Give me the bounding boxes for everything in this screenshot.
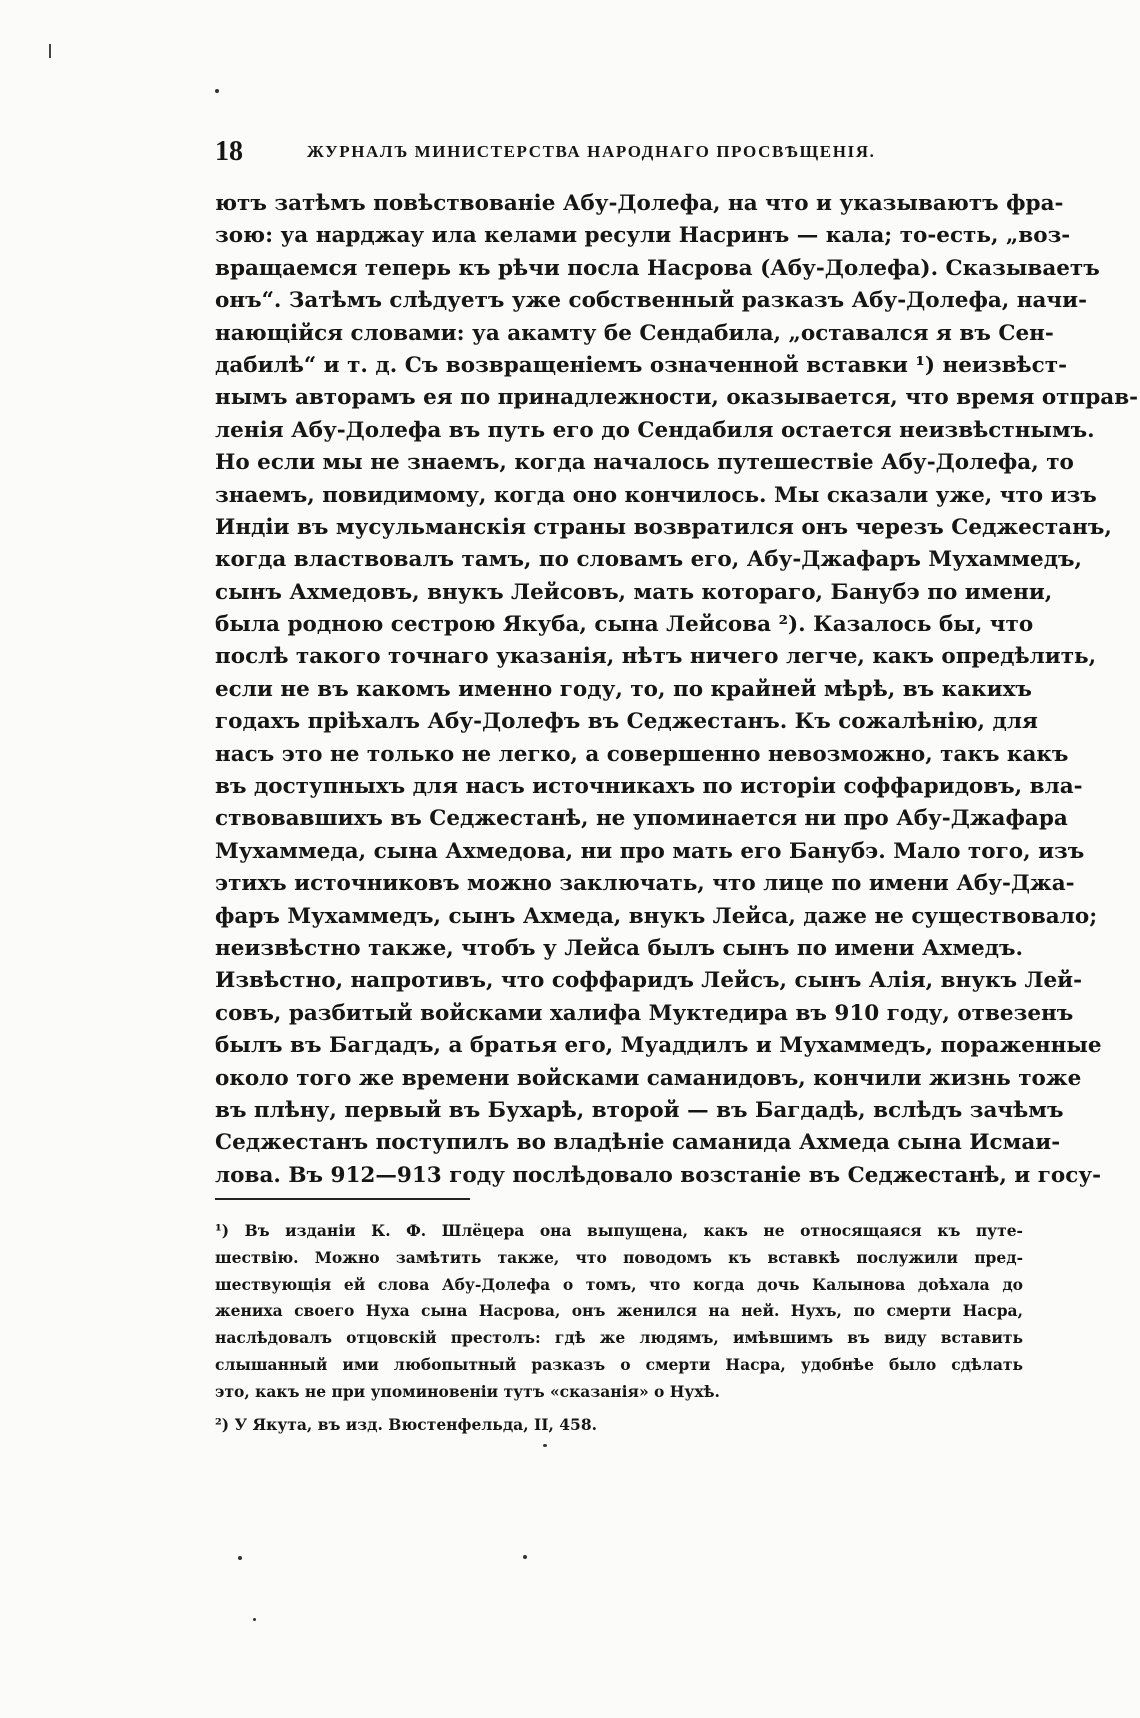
footnote-rule <box>215 1198 470 1200</box>
footnote-1-line: шествующія ей слова Абу-Долефа о томъ, что когда дочь Калынова доѣхала до <box>215 1274 1023 1294</box>
speck <box>523 1555 527 1559</box>
body-line: Седжестанъ поступилъ во владѣніе саманида Ахмеда сына Исмаи- <box>215 1130 1061 1156</box>
body-line: зою: уа нарджау ила келами ресули Насринъ — кала; то-есть, „воз- <box>215 223 1071 249</box>
footnote-1-line: слышанный ими любопытный разказъ о смерти Насра, удобнѣе было сдѣлать <box>215 1354 1023 1374</box>
body-line: послѣ такого точнаго указанія, нѣтъ ничего легче, какъ опредѣлить, <box>215 644 1097 670</box>
body-line: сынъ Ахмедовъ, внукъ Лейсовъ, мать котораго, Банубэ по имени, <box>215 579 1053 605</box>
footnote-1-line: это, какъ не при упоминовеніи тутъ «сказанія» о Нухѣ. <box>215 1381 720 1401</box>
footnote-1-line: наслѣдовалъ отцовскій престолъ: гдѣ же людямъ, имѣвшимъ въ виду вставить <box>215 1328 1023 1348</box>
body-line: насъ это не только не легко, а совершенно невозможно, такъ какъ <box>215 741 1069 767</box>
body-line: ютъ затѣмъ повѣствованіе Абу-Долефа, на что и указываютъ фра- <box>215 191 1064 216</box>
footnote-1-line: ¹) Въ изданіи К. Ф. Шлёцера она выпущена, какъ не относящаяся къ путе- <box>215 1221 1023 1240</box>
body-line: была родною сестрою Якуба, сына Лейсова ²). Казалось бы, что <box>215 612 1034 638</box>
body-line: совъ, разбитый войсками халифа Муктедира въ 910 году, отвезенъ <box>215 1000 1074 1026</box>
page-header <box>215 132 985 172</box>
body-line: Мухаммеда, сына Ахмедова, ни про мать его Банубэ. Мало того, изъ <box>215 838 1085 864</box>
speck <box>543 1444 547 1447</box>
body-line: неизвѣстно также, чтобъ у Лейса былъ сынъ по имени Ахмедъ. <box>215 935 1023 961</box>
body-line: онъ“. Затѣмъ слѣдуетъ уже собственный разказъ Абу-Долефа, начи- <box>215 288 1088 314</box>
speck <box>215 89 219 93</box>
body-line: Но если мы не знаемъ, когда началось путешествіе Абу-Долефа, то <box>215 450 1074 476</box>
body-line: этихъ источниковъ можно заключать, что лице по имени Абу-Джа- <box>215 871 1075 897</box>
body-line: вращаемся теперь къ рѣчи посла Насрова (Абу-Долефа). Сказываетъ <box>215 255 1100 281</box>
body-line: Извѣстно, напротивъ, что соффаридъ Лейсъ, сынъ Алія, внукъ Лей- <box>215 968 1083 994</box>
body-line: былъ въ Багдадъ, а братья его, Муаддилъ и Мухаммедъ, пораженные <box>215 1033 1102 1059</box>
speck <box>238 1556 242 1560</box>
body-line: нымъ авторамъ ея по принадлежности, оказывается, что время отправ- <box>215 385 1139 411</box>
footnote-1-line: жениха своего Нуха сына Насрова, онъ женился на ней. Нухъ, по смерти Насра, <box>215 1301 1023 1321</box>
body-line: знаемъ, повидимому, когда оно кончилось. Мы сказали уже, что изъ <box>215 482 1097 508</box>
body-line: когда властвовалъ тамъ, по словамъ его, Абу-Джафаръ Мухаммедъ, <box>215 547 1083 573</box>
body-line: въ доступныхъ для насъ источникахъ по исторіи соффаридовъ, вла- <box>215 774 1083 800</box>
margin-mark <box>49 44 51 58</box>
body-line: Индіи въ мусульманскія страны возвратился онъ черезъ Седжестанъ, <box>215 514 1112 540</box>
page-number: 18 <box>215 136 243 167</box>
body-line: лова. Въ 912—913 году послѣдовало возстаніе въ Седжестанѣ, и госу- <box>215 1162 1102 1188</box>
body-line: въ плѣну, первый въ Бухарѣ, второй — въ Багдадѣ, вслѣдъ зачѣмъ <box>215 1097 1064 1123</box>
body-line: если не въ какомъ именно году, то, по крайней мѣрѣ, въ какихъ <box>215 676 1032 702</box>
body-line: фаръ Мухаммедъ, сынъ Ахмеда, внукъ Лейса, даже не существовало; <box>215 903 1098 929</box>
body-line: около того же времени войсками саманидовъ, кончили жизнь тоже <box>215 1065 1082 1091</box>
footnote-2 <box>215 1412 1023 1439</box>
speck <box>253 1618 256 1621</box>
body-line: ствовавшихъ въ Седжестанѣ, не упоминается ни про Абу-Джафара <box>215 806 1068 832</box>
footnote-2-line: ²) У Якута, въ изд. Вюстенфельда, II, 458. <box>215 1415 598 1434</box>
body-line: ленія Абу-Долефа въ путь его до Сендабиля остается неизвѣстнымъ. <box>215 417 1095 443</box>
body-line: нающійся словами: уа акамту бе Сендабила, „оставался я въ Сен- <box>215 320 1054 346</box>
footnote-1-line: шествію. Можно замѣтить также, что поводомъ къ вставкѣ послужили пред- <box>215 1247 1023 1267</box>
running-head: ЖУРНАЛЪ МИНИСТЕРСТВА НАРОДНАГО ПРОСВѢЩЕНІЯ. <box>307 142 876 161</box>
body-text <box>215 188 1139 1192</box>
body-line: годахъ пріѣхалъ Абу-Долефъ въ Седжестанъ. Къ сожалѣнію, для <box>215 709 1038 735</box>
footnote-1 <box>215 1218 1023 1406</box>
body-line: дабилѣ“ и т. д. Съ возвращеніемъ означенной вставки ¹) неизвѣст- <box>215 352 1067 378</box>
